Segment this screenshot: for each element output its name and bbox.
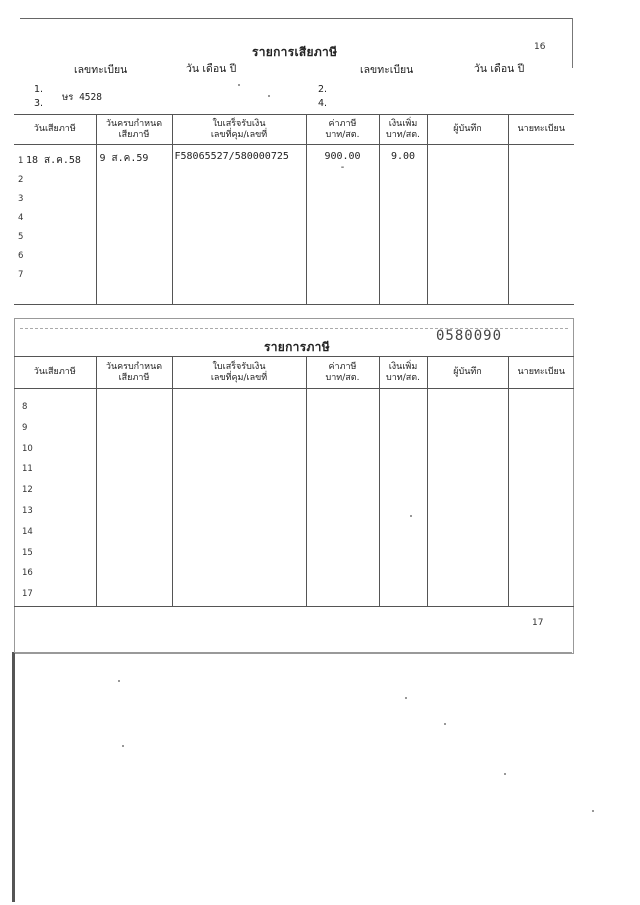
top-right-border xyxy=(572,18,573,68)
header-date-left: วัน เดือน ปี xyxy=(186,63,237,75)
col-receipt: ใบเสร็จรับเงิน เลขที่คุม/เลขที่ xyxy=(172,357,306,389)
section2-title: รายการภาษี xyxy=(264,340,330,354)
table-row xyxy=(14,145,574,305)
tax-cell xyxy=(306,389,379,607)
col-pay-date: วันเสียภาษี xyxy=(14,115,96,145)
due-date-cell xyxy=(96,389,172,607)
receipt-cell: F58065527/580000725 xyxy=(172,145,306,305)
reg-entry-3: 3. xyxy=(34,98,44,109)
scan-speck xyxy=(238,84,240,86)
receipt-cell xyxy=(172,389,306,607)
header-date-right: วัน เดือน ปี xyxy=(474,63,525,75)
scan-speck xyxy=(592,810,594,812)
page-number-top: 16 xyxy=(534,42,546,52)
scan-speck xyxy=(504,773,506,775)
section2-bottom-border xyxy=(14,652,572,653)
col-tax: ค่าภาษี บาท/สต. xyxy=(306,357,379,389)
scan-speck xyxy=(444,723,446,725)
col-receipt: ใบเสร็จรับเงิน เลขที่คุม/เลขที่ xyxy=(172,115,306,145)
stamp-number: 0580090 xyxy=(436,328,503,344)
col-pay-date: วันเสียภาษี xyxy=(14,357,96,389)
reg-entry-2: 2. xyxy=(318,84,328,95)
col-registrar: นายทะเบียน xyxy=(508,357,574,389)
reg-entry-3-value: ษร 4528 xyxy=(62,92,102,103)
scan-speck xyxy=(118,680,120,682)
col-surcharge: เงินเพิ่ม บาท/สต. xyxy=(379,357,427,389)
scan-edge-bar xyxy=(12,652,15,902)
scan-speck xyxy=(405,697,407,699)
registrar-cell xyxy=(508,389,574,607)
tax-table-1 xyxy=(14,114,574,305)
surcharge-cell: 9.00 xyxy=(379,145,427,305)
reg-entry-1: 1. xyxy=(34,84,44,95)
scan-speck xyxy=(122,745,124,747)
scan-speck xyxy=(268,95,270,97)
col-surcharge: เงินเพิ่ม บาท/สต. xyxy=(379,115,427,145)
header-reg-right: เลขทะเบียน xyxy=(360,64,414,76)
reg-entry-4: 4. xyxy=(318,98,328,109)
table-row xyxy=(14,389,574,607)
scan-speck xyxy=(410,515,412,517)
pay-date-cell: 8 9 10 11 12 13 14 15 16 17 xyxy=(14,389,96,607)
surcharge-cell xyxy=(379,389,427,607)
col-recorder: ผู้บันทึก xyxy=(427,115,508,145)
due-date-cell: 9 ส.ค.59 xyxy=(96,145,172,305)
col-due-date: วันครบกำหนด เสียภาษี xyxy=(96,115,172,145)
page-number-bottom: 17 xyxy=(532,618,544,628)
top-border-line xyxy=(20,18,572,19)
pay-date-cell: 1 18 ส.ค.58 2 3 4 5 6 7 xyxy=(14,145,96,305)
tax-cell: 900.00 - xyxy=(306,145,379,305)
col-tax: ค่าภาษี บาท/สต. xyxy=(306,115,379,145)
header-reg-left: เลขทะเบียน xyxy=(74,64,128,76)
recorder-cell xyxy=(427,389,508,607)
col-registrar: นายทะเบียน xyxy=(508,115,574,145)
recorder-cell xyxy=(427,145,508,305)
col-due-date: วันครบกำหนด เสียภาษี xyxy=(96,357,172,389)
tax-table-2 xyxy=(14,356,574,607)
col-recorder: ผู้บันทึก xyxy=(427,357,508,389)
registrar-cell xyxy=(508,145,574,305)
section1-title: รายการเสียภาษี xyxy=(252,45,338,59)
